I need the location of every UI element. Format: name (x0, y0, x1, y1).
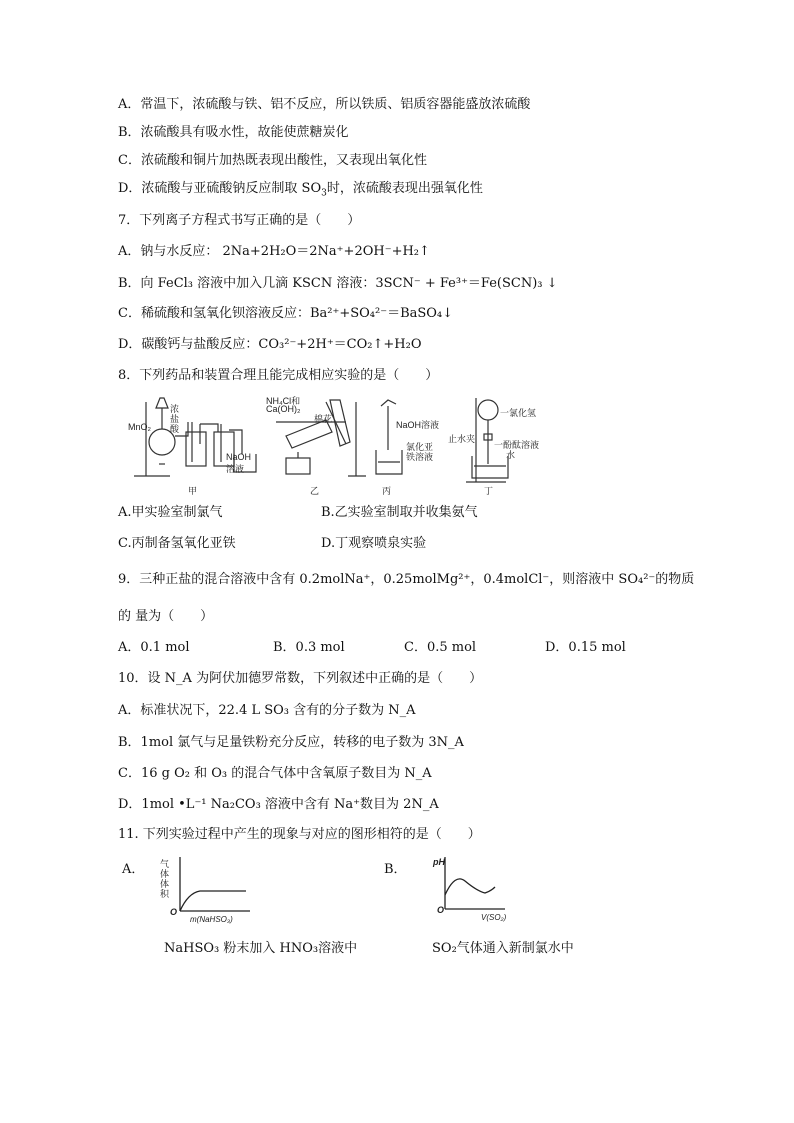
label-fecl2-1: 氯化亚 (406, 442, 434, 452)
q10-option-b: B．1mol 氯气与足量铁粉充分反应，转移的电子数为 3N_A (118, 735, 464, 750)
q7-option-d: D．碳酸钙与盐酸反应：CO₃²⁻+2H⁺＝CO₂↑+H₂O (118, 337, 422, 352)
q10-option-a: A．标准状况下，22.4 L SO₃ 含有的分子数为 N_A (118, 703, 416, 718)
q10-option-d: D．1mol •L⁻¹ Na₂CO₃ 溶液中含有 Na⁺数目为 2N_A (118, 797, 439, 812)
q9-option-a: A．0.1 mol (118, 640, 190, 655)
graph-b-origin: O (437, 905, 445, 915)
graph-a-curve (180, 891, 246, 911)
label-phenolphthalein: 一酚酞溶液 (494, 440, 540, 450)
label-yi: 乙 (310, 486, 320, 496)
label-nh4cl: NH₄Cl和 (266, 396, 301, 406)
label-hcl-gas: 一氯化氢 (500, 408, 537, 418)
q9-option-d: D．0.15 mol (545, 640, 626, 655)
label-naoh-1b: 溶液 (226, 464, 245, 474)
q8-option-b: B.乙实验室制取并收集氨气 (321, 505, 478, 520)
graph-b-caption: SO₂气体通入新制氯水中 (432, 941, 574, 956)
q6-option-c: C．浓硫酸和铜片加热既表现出酸性，又表现出氧化性 (118, 153, 427, 168)
q7-option-a: A．钠与水反应： 2Na+2H₂O＝2Na⁺+2OH⁻+H₂↑ (118, 244, 430, 259)
q7-stem: 7．下列离子方程式书写正确的是（ ） (118, 213, 361, 228)
graph-b-x-label: V(SO₂) (481, 913, 507, 922)
q9-option-b: B．0.3 mol (273, 640, 345, 655)
label-mno2: MnO₂ (128, 422, 151, 432)
graph-a-x-label: m(NaHSO₃) (190, 915, 233, 924)
q9-stem: 9．三种正盐的混合溶液中含有 0.2molNa⁺，0.25molMg²⁺，0.4molCl⁻，则溶液中 SO₄²⁻的物质 (118, 572, 695, 587)
q8-stem: 8．下列药品和装置合理且能完成相应实验的是（ ） (118, 368, 439, 383)
flask-ding (478, 400, 498, 420)
bottle-1-jia (186, 432, 206, 466)
graph-a-origin: O (170, 907, 178, 917)
graph-a (150, 855, 260, 935)
label-ding: 丁 (484, 486, 494, 496)
label-fecl2-2: 铁溶液 (406, 452, 434, 462)
q6-option-a: A．常温下，浓硫酸与铁、铝不反应，所以铁质、铝质容器能盛放浓硫酸 (118, 97, 531, 112)
q6-option-d-pre: D．浓硫酸与亚硫酸钠反应制取 SO (118, 181, 322, 196)
q7-option-b: B．向 FeCl₃ 溶液中加入几滴 KSCN 溶液：3SCN⁻ + Fe³⁺＝Fe(SCN)₃ ↓ (118, 276, 558, 291)
graph-b-curve (445, 879, 495, 895)
q6-option-b: B．浓硫酸具有吸水性，故能使蔗糖炭化 (118, 125, 349, 140)
q10-option-c: C．16 g O₂ 和 O₃ 的混合气体中含氧原子数目为 N_A (118, 766, 432, 781)
q7-option-c: C．稀硫酸和氢氧化钡溶液反应：Ba²⁺+SO₄²⁻＝BaSO₄↓ (118, 306, 454, 321)
label-jia: 甲 (188, 486, 198, 496)
q9-stem-cont: 的 量为（ ） (118, 609, 214, 624)
apparatus-figure (126, 392, 539, 496)
q8-option-a: A.甲实验室制氯气 (118, 505, 223, 520)
label-naoh-2: NaOH溶液 (396, 420, 440, 430)
graph-a-y-label: 气体体积 (160, 859, 170, 899)
q8-option-c: C.丙制备氢氧化亚铁 (118, 536, 236, 551)
q8-option-d: D.丁观察喷泉实验 (321, 536, 427, 551)
label-caoh2: Ca(OH)₂ (266, 404, 301, 414)
label-naoh-1: NaOH (226, 452, 252, 462)
q10-stem: 10．设 N_A 为阿伏加德罗常数，下列叙述中正确的是（ ） (118, 671, 483, 686)
graph-a-caption: NaHSO₃ 粉末加入 HNO₃溶液中 (164, 941, 358, 956)
graph-b-plot (425, 855, 535, 935)
label-cotton: 棉花 (314, 414, 333, 424)
beaker-ding (472, 456, 508, 478)
funnel-jia (156, 398, 168, 408)
label-water: 水 (506, 450, 516, 460)
apparatus-drawing (126, 392, 539, 496)
graph-b (425, 855, 535, 935)
graph-b-label: B． (384, 862, 407, 877)
q11-stem: 11. 下列实验过程中产生的现象与对应的图形相符的是（ ） (118, 827, 481, 842)
label-clamp: 止水夹 (448, 434, 476, 444)
q6-option-d-sub: 3 (321, 188, 327, 199)
label-conc-hcl: 浓盐酸 (170, 404, 180, 434)
q6-option-d-post: 时，浓硫酸表现出强氧化性 (326, 181, 483, 196)
q6-option-d (118, 181, 483, 197)
q9-option-c: C．0.5 mol (404, 640, 477, 655)
graph-b-y-label: pH (433, 857, 445, 867)
collect-tube-yi (330, 400, 350, 446)
burner-yi (286, 458, 310, 474)
graph-a-label: A． (122, 862, 145, 877)
label-bing: 丙 (382, 486, 392, 496)
